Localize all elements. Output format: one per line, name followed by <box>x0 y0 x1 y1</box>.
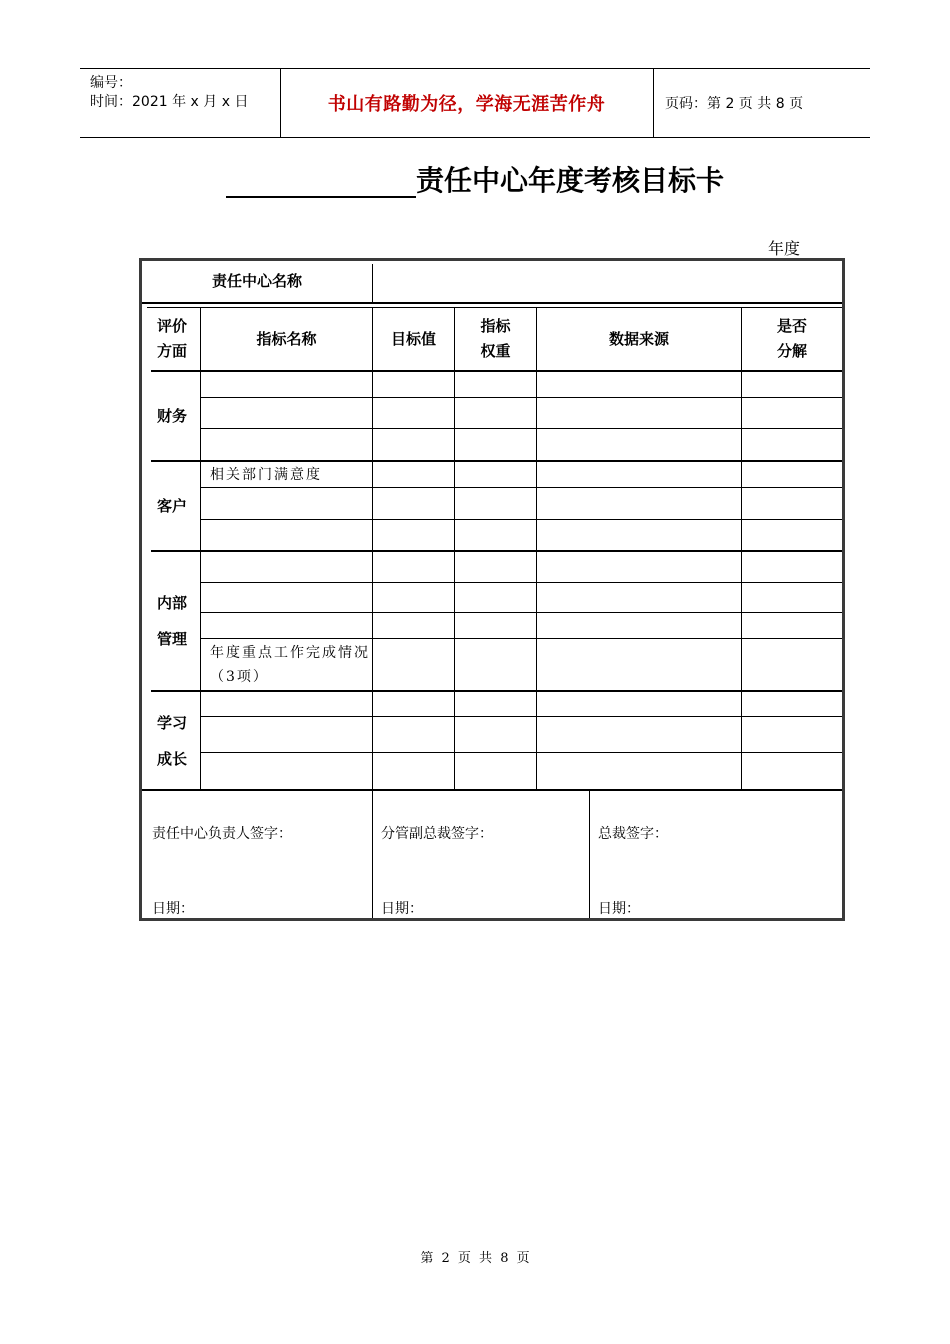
rule-customer-2 <box>200 519 842 520</box>
rule-customer-end <box>151 550 842 552</box>
sig-president-date: 日期： <box>598 901 640 917</box>
col-weight-divider <box>536 307 537 789</box>
rule-internal-end <box>151 690 842 692</box>
col-header-indicator: 指标名称 <box>256 329 317 348</box>
document-header <box>80 68 870 138</box>
motto-text: 书山有路勤为径，学海无涯苦作舟 <box>327 94 606 115</box>
rule-internal-1 <box>200 582 842 583</box>
title-blank-line <box>226 164 416 198</box>
aspect-finance: 财务 <box>156 406 187 425</box>
sig-divider-2 <box>589 791 590 918</box>
rule-finance-2 <box>200 428 842 429</box>
rule-learning-1 <box>200 716 842 717</box>
rule-learning-2 <box>200 752 842 753</box>
indicator-annual-key-work: 年度重点工作完成情况（3项） <box>210 645 370 685</box>
sig-center-head-label: 责任中心负责人签字： <box>152 826 292 842</box>
col-target-divider <box>454 307 455 789</box>
col-source-divider <box>741 307 742 789</box>
title-block <box>0 164 950 198</box>
center-name-value[interactable] <box>373 261 842 302</box>
sig-vp-date: 日期： <box>381 901 423 917</box>
year-blank-line <box>682 241 766 259</box>
header-page-cell <box>654 69 870 137</box>
sig-president-label: 总裁签字： <box>598 826 668 842</box>
aspect-internal: 内部管理 <box>156 594 187 648</box>
page-label: 页码：第 2 页 共 8 页 <box>665 96 804 112</box>
rule-internal-3 <box>200 638 842 639</box>
page-title: 责任中心年度考核目标卡 <box>415 164 724 197</box>
rule-finance-1 <box>200 397 842 398</box>
rule-signature-top <box>142 789 842 791</box>
col-header-source: 数据来源 <box>608 329 669 348</box>
year-label: 年度 <box>768 239 801 258</box>
rule-finance-end <box>151 460 842 462</box>
header-motto-cell <box>280 69 654 137</box>
number-label: 编号： <box>90 75 132 91</box>
rule-internal-2 <box>200 612 842 613</box>
year-field <box>682 236 800 259</box>
sig-divider-1 <box>372 791 373 918</box>
page-footer: 第 2 页 共 8 页 <box>420 1251 530 1266</box>
rule-below-name-row <box>142 302 842 304</box>
header-meta-cell <box>80 69 281 137</box>
rule-customer-1 <box>200 487 842 488</box>
col-header-weight: 指标权重 <box>480 317 511 360</box>
indicator-dept-satisfaction: 相关部门满意度 <box>210 467 322 483</box>
time-label: 时间：2021 年 x 月 x 日 <box>90 94 249 110</box>
sig-center-head-date: 日期： <box>152 901 194 917</box>
col-header-decompose: 是否分解 <box>776 317 807 360</box>
col-header-aspect: 评价方面 <box>156 317 187 360</box>
col-indicator-divider <box>372 307 373 789</box>
sig-vp-label: 分管副总裁签字： <box>381 826 493 842</box>
target-card-table <box>139 258 845 921</box>
center-name-label: 责任中心名称 <box>211 272 302 290</box>
col-aspect-divider <box>200 307 201 789</box>
col-header-target: 目标值 <box>390 329 436 348</box>
aspect-customer: 客户 <box>156 496 187 515</box>
aspect-learning: 学习成长 <box>156 713 187 768</box>
rule-header-bottom <box>151 370 842 372</box>
